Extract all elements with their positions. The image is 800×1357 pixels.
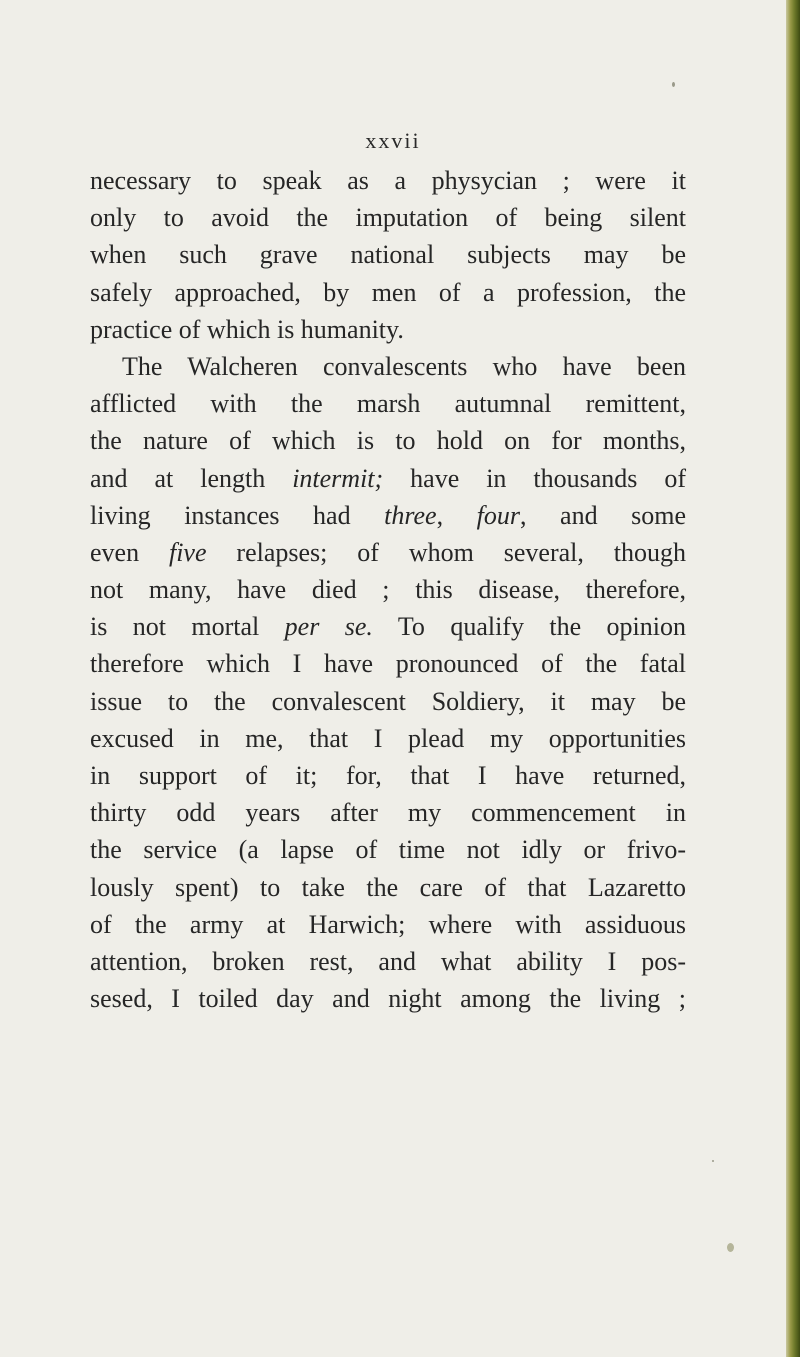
text-line <box>90 199 686 236</box>
text-line <box>90 608 686 645</box>
text-line <box>90 162 686 199</box>
paper-speck <box>672 82 675 87</box>
text-line <box>90 497 686 534</box>
text-line <box>90 385 686 422</box>
text-run: excused in me, that I plead my opportunities <box>90 723 686 753</box>
text-line <box>90 869 686 906</box>
text-line <box>90 794 686 831</box>
text-run: of the army at Harwich; where with assiduous <box>90 909 686 939</box>
text-line <box>90 943 686 980</box>
text-line <box>90 348 686 385</box>
text-run: living instances had <box>90 500 385 530</box>
text-run: To qualify the opinion <box>372 612 686 642</box>
text-run: not many, have died ; this disease, therefore, <box>90 575 686 605</box>
text-run: attention, broken rest, and what ability I pos- <box>90 946 686 976</box>
text-line <box>90 274 686 311</box>
text-run: relapses; of whom several, though <box>206 537 686 567</box>
text-run: even <box>90 537 169 567</box>
paper-speck <box>712 1160 714 1162</box>
text-line <box>90 460 686 497</box>
text-run: , and some <box>520 500 687 530</box>
page-binding-edge <box>786 0 800 1357</box>
italic-text: per se. <box>284 612 373 642</box>
text-run: , <box>436 500 477 530</box>
text-run: necessary to speak as a physycian ; were it <box>90 166 686 195</box>
text-run: only to avoid the imputation of being silent <box>90 203 686 233</box>
text-line <box>90 571 686 608</box>
italic-text: three <box>384 500 437 530</box>
page-number: xxvii <box>365 128 421 153</box>
italic-text: intermit; <box>292 463 384 493</box>
text-line <box>90 422 686 459</box>
text-line <box>90 720 686 757</box>
text-run: afflicted with the marsh autumnal remittent, <box>90 389 686 419</box>
text-line <box>90 683 686 720</box>
text-run: lously spent) to take the care of that Lazaretto <box>90 872 686 902</box>
text-line <box>90 831 686 868</box>
text-line <box>90 980 686 1017</box>
text-run: in support of it; for, that I have returned, <box>90 761 686 790</box>
text-run: The Walcheren convalescents who have been <box>122 351 686 381</box>
text-run: when such grave national subjects may be <box>90 240 686 270</box>
text-run: therefore which I have pronounced of the fatal <box>90 649 686 679</box>
body-text <box>90 162 686 1017</box>
paper-speck <box>727 1243 734 1252</box>
text-line <box>90 645 686 682</box>
italic-text: five <box>168 537 207 567</box>
italic-text: four <box>476 500 520 530</box>
text-line <box>90 236 686 273</box>
text-run: the nature of which is to hold on for months, <box>90 426 686 456</box>
text-run: and at length <box>90 463 293 493</box>
text-line <box>90 757 686 794</box>
text-run: practice of which is humanity. <box>90 314 404 344</box>
text-run: is not mortal <box>90 612 285 642</box>
text-run: thirty odd years after my commencement in <box>90 798 686 828</box>
text-run: issue to the convalescent Soldiery, it may be <box>90 686 686 716</box>
text-line <box>90 534 686 571</box>
text-line <box>90 906 686 943</box>
text-line <box>90 311 686 348</box>
text-run: safely approached, by men of a profession, the <box>90 277 686 307</box>
text-run: have in thousands of <box>383 463 686 493</box>
text-run: the service (a lapse of time not idly or frivo- <box>90 835 686 865</box>
text-run: sesed, I toiled day and night among the living ; <box>90 984 686 1014</box>
